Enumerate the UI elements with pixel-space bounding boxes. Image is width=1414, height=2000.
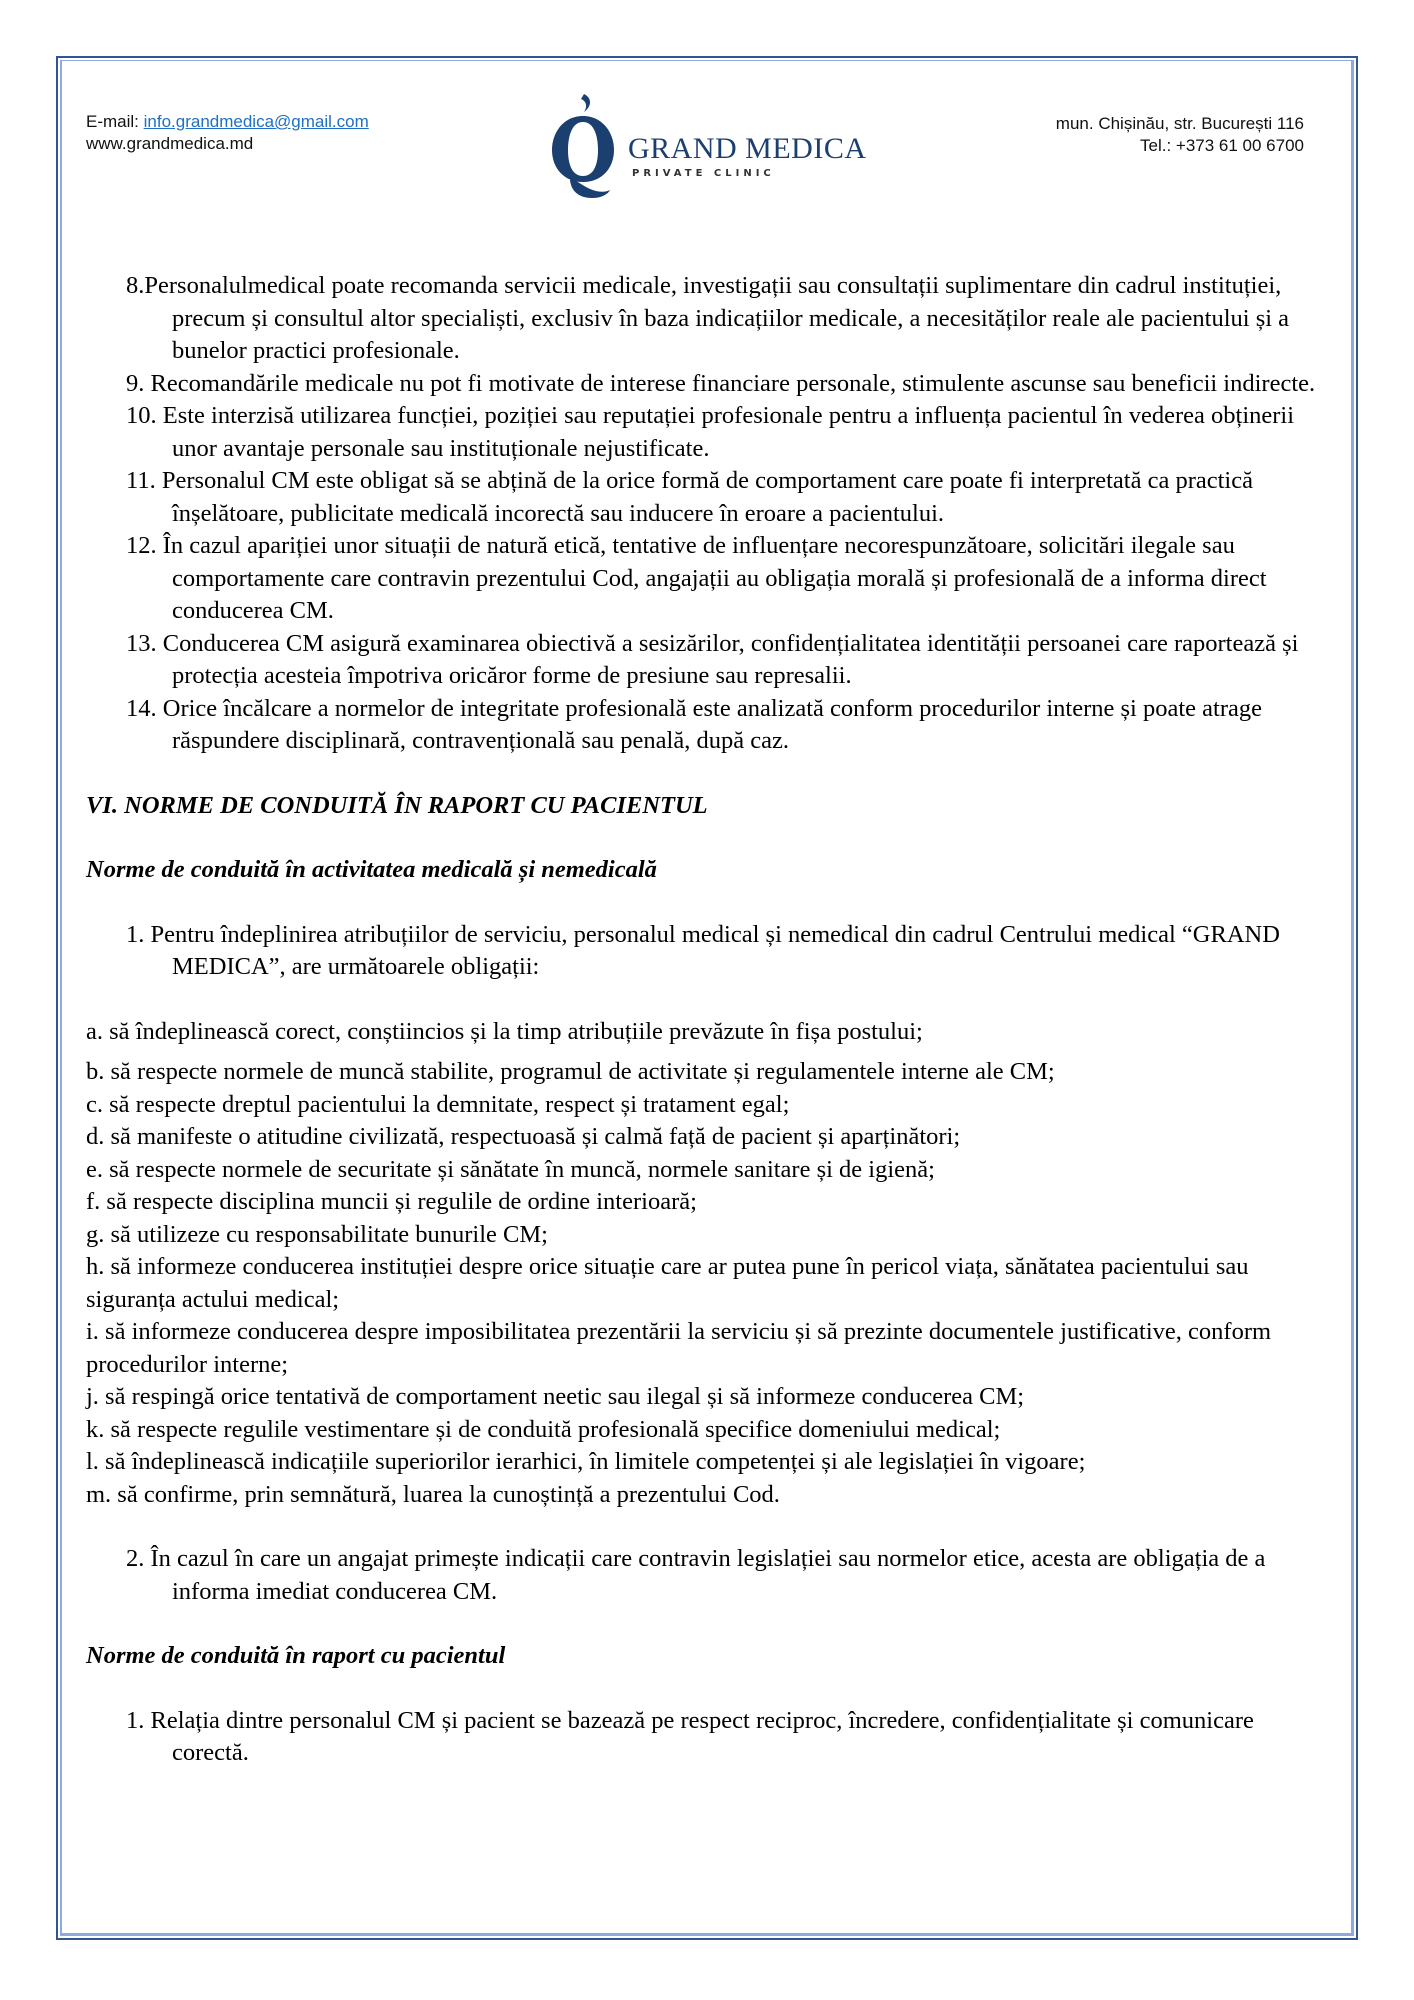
logo-q-emblem-icon [548, 92, 618, 202]
patient-relation-para: 1. Relația dintre personalul CM și pacient se bazează pe respect reciproc, încredere, confidențialitate și comunicare corectă. [126, 1706, 1254, 1766]
illegal-instructions-para: 2. În cazul în care un angajat primește indicații care contravin legislației sau normelor etice, acesta are obligația de a informa imediat conducerea CM. [126, 1545, 1266, 1605]
obligations-list [86, 1016, 1336, 1512]
integrity-list [86, 270, 1336, 758]
section-vi-heading: VI. NORME DE CONDUITĂ ÎN RAPORT CU PACIENTUL [86, 791, 708, 819]
subsection-heading-activity: Norme de conduită în activitatea medicală și nemedicală [86, 856, 657, 883]
obligation-item: i. să informeze conducerea despre imposibilitatea prezentării la serviciu și să prezinte documentele justificative, conform procedurilor interne; [86, 1318, 1272, 1378]
obligation-item: d. să manifeste o atitudine civilizată, respectuoasă și calmă față de pacient și aparținători; [86, 1123, 961, 1150]
list-item: 12. În cazul apariției unor situații de natură etică, tentative de influențare necorespunzătoare, solicitări ilegale sau comportamente care contravin prezentului Cod, angajații au obligația morală și profesională de a informa direct conducerea CM. [126, 532, 1267, 624]
obligation-item: j. să respingă orice tentativă de comportament neetic sau ilegal și să informeze conducerea CM; [86, 1383, 1025, 1410]
contact-left [86, 111, 369, 155]
phone: Tel.: +373 61 00 6700 [1140, 136, 1304, 155]
obligation-item: a. să îndeplinească corect, conștiincios și la timp atribuțiile prevăzute în fișa postului; [86, 1017, 923, 1045]
website: www.grandmedica.md [86, 134, 254, 153]
spacer [86, 1511, 1336, 1543]
obligation-item: g. să utilizeze cu responsabilitate bunurile CM; [86, 1220, 548, 1248]
obligation-item: c. să respecte dreptul pacientului la demnitate, respect și tratament egal; [86, 1090, 790, 1118]
subsection-heading-patient: Norme de conduită în raport cu pacientul [86, 1642, 506, 1669]
letterhead [0, 0, 1414, 220]
logo-name: GRAND MEDICA [628, 132, 867, 165]
list-item: 11. Personalul CM este obligat să se abțină de la orice formă de comportament care poate fi interpretată ca practică înșelătoare, publicitate medicală incorectă sau inducere în eroare a pacientului. [126, 467, 1253, 527]
spacer [86, 984, 1336, 1016]
obligation-item: b. să respecte normele de muncă stabilite, programul de activitate și regulamentele interne ale CM; [86, 1058, 1055, 1085]
list-item: 9. Recomandările medicale nu pot fi motivate de interese financiare personale, stimulente ascunse sau beneficii indirecte. [126, 369, 1316, 397]
obligation-item: e. să respecte normele de securitate și sănătate în muncă, normele sanitare și de igienă; [86, 1155, 935, 1183]
obligation-item: m. să confirme, prin semnătură, luarea la cunoștință a prezentului Cod. [86, 1480, 780, 1508]
email-line [86, 111, 369, 133]
list-item: 10. Este interzisă utilizarea funcției, poziției sau reputației profesionale pentru a influența pacientul în vederea obținerii unor avantaje personale sau instituționale nejustificate. [126, 402, 1295, 462]
email-link[interactable]: info.grandmedica@gmail.com [143, 112, 369, 131]
obligations-intro: 1. Pentru îndeplinirea atribuțiilor de serviciu, personalul medical și nemedical din cadrul Centrului medical “GRAND MEDICA”, are următoarele obligații: [126, 920, 1280, 980]
email-label: E-mail: [86, 112, 144, 131]
list-item: 8.Personalulmedical poate recomanda servicii medicale, investigații sau consultații suplimentare din cadrul instituției, precum și consultul altor specialiști, exclusiv în baza indicațiilor medicale, a necesităților reale ale pacientului și a bunelor practici profesionale. [126, 272, 1290, 364]
document-body [86, 270, 1336, 1770]
list-item: 13. Conducerea CM asigură examinarea obiectivă a sesizărilor, confidențialitatea identității persoanei care raportează și protecția acesteia împotriva oricăror forme de presiune sau represalii. [126, 629, 1299, 689]
spacer [86, 887, 1336, 919]
address: mun. Chișinău, str. București 116 [1055, 114, 1304, 133]
logo-tagline: PRIVATE CLINIC [632, 168, 775, 179]
spacer [86, 1673, 1336, 1705]
obligation-item: k. să respecte regulile vestimentare și de conduită profesională specifice domeniului medical; [86, 1415, 1001, 1443]
grand-medica-logo [548, 92, 868, 202]
obligation-item: h. să informeze conducerea instituției despre orice situație care ar putea pune în pericol viața, sănătatea pacientului sau siguranța actului medical; [86, 1253, 1249, 1313]
obligation-item: f. să respecte disciplina muncii și regulile de ordine interioară; [86, 1188, 697, 1215]
list-item: 14. Orice încălcare a normelor de integritate profesională este analizată conform procedurilor interne și poate atrage răspundere disciplinară, contravențională sau penală, după caz. [126, 694, 1262, 754]
obligation-item: l. să îndeplinească indicațiile superiorilor ierarhici, în limitele competenței și ale legislației în vigoare; [86, 1448, 1086, 1475]
contact-right [1056, 113, 1304, 157]
